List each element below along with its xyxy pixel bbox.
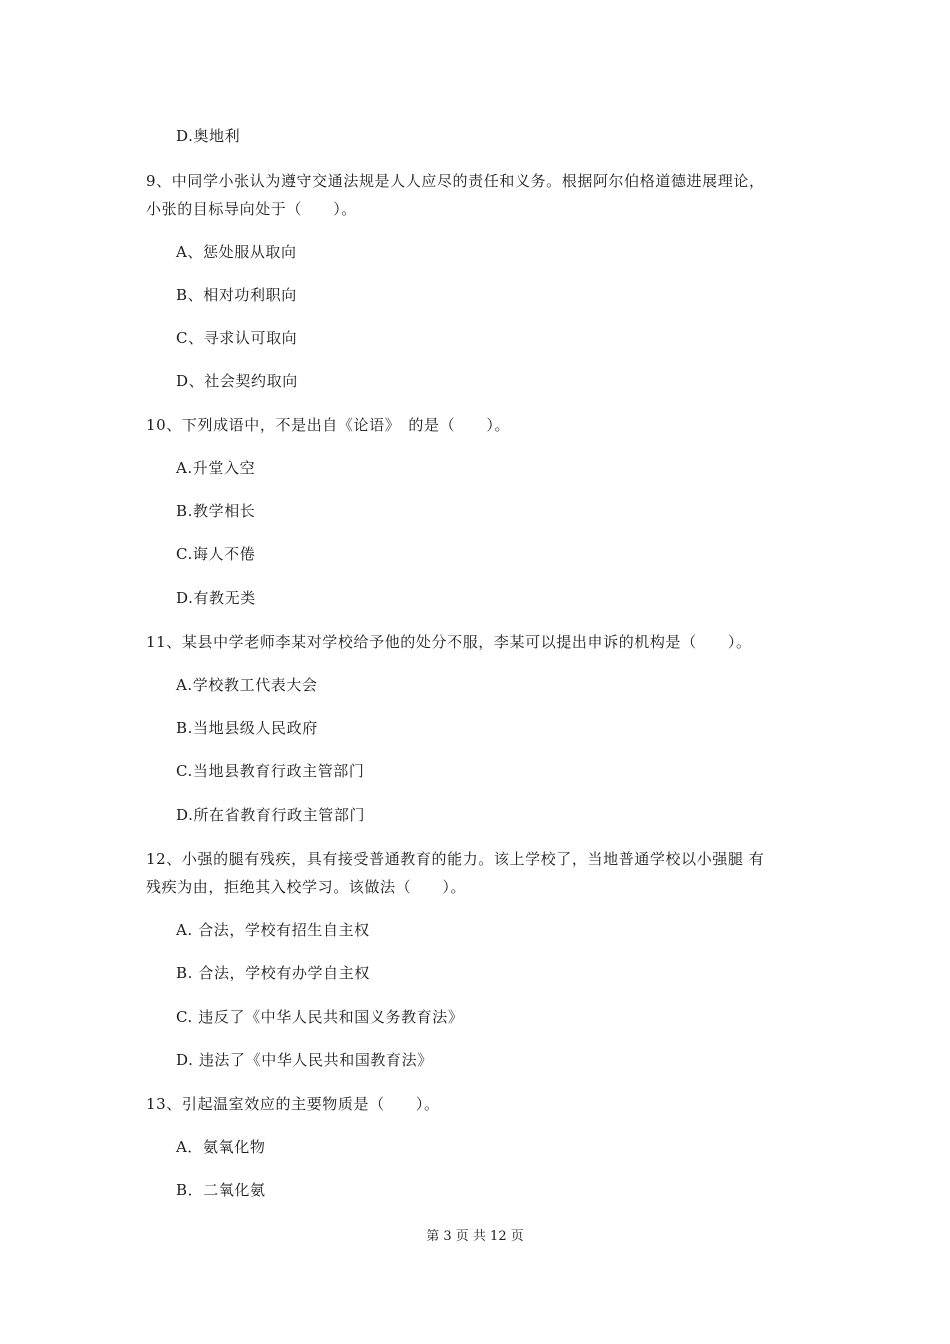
question-11-option-a: A.学校教工代表大会 xyxy=(176,676,318,694)
question-9-option-d: D、社会契约取向 xyxy=(176,372,298,390)
question-12-text-line-1: 12、小强的腿有残疾，具有接受普通教育的能力。该上学校了，当地普通学校以小强腿 有 xyxy=(146,850,765,868)
question-11-option-c: C.当地县教育行政主管部门 xyxy=(176,762,365,780)
question-10-option-c: C.诲人不倦 xyxy=(176,545,256,563)
question-11-option-d: D.所在省教育行政主管部门 xyxy=(176,806,366,824)
question-13-option-b: B．二氧化氨 xyxy=(176,1181,266,1199)
question-9-option-b: B、相对功利职向 xyxy=(176,286,297,304)
question-13-text: 13、引起温室效应的主要物质是（ ）。 xyxy=(146,1095,440,1113)
question-11-text: 11、某县中学老师李某对学校给予他的处分不服，李某可以提出申诉的机构是（ ）。 xyxy=(146,633,752,651)
option-prev-d: D.奥地利 xyxy=(176,127,241,145)
question-10-option-d: D.有教无类 xyxy=(176,589,256,607)
question-12-option-d: D. 违法了《中华人民共和国教育法》 xyxy=(176,1051,433,1069)
question-9-text-line-2: 小张的目标导向处于（ ）。 xyxy=(146,200,357,218)
question-9-option-c: C、寻求认可取向 xyxy=(176,329,298,347)
page-number-footer: 第 3 页 共 12 页 xyxy=(426,1229,524,1244)
question-10-option-a: A.升堂入空 xyxy=(176,459,256,477)
question-11-option-b: B.当地县级人民政府 xyxy=(176,719,318,737)
question-10-text: 10、下列成语中，不是出自《论语》 的是（ ）。 xyxy=(146,416,511,434)
question-13-option-a: A．氨氧化物 xyxy=(176,1138,266,1156)
question-9-option-a: A、惩处服从取向 xyxy=(176,243,297,261)
question-10-option-b: B.教学相长 xyxy=(176,502,256,520)
question-12-option-b: B. 合法，学校有办学自主权 xyxy=(176,964,370,982)
question-12-text-line-2: 残疾为由，拒绝其入校学习。该做法（ ）。 xyxy=(146,878,467,896)
question-9-text-line-1: 9、中同学小张认为遵守交通法规是人人应尽的责任和义务。根据阿尔伯格道德进展理论， xyxy=(146,172,765,190)
question-12-option-a: A. 合法，学校有招生自主权 xyxy=(176,921,370,939)
question-12-option-c: C. 违反了《中华人民共和国义务教育法》 xyxy=(176,1008,464,1026)
